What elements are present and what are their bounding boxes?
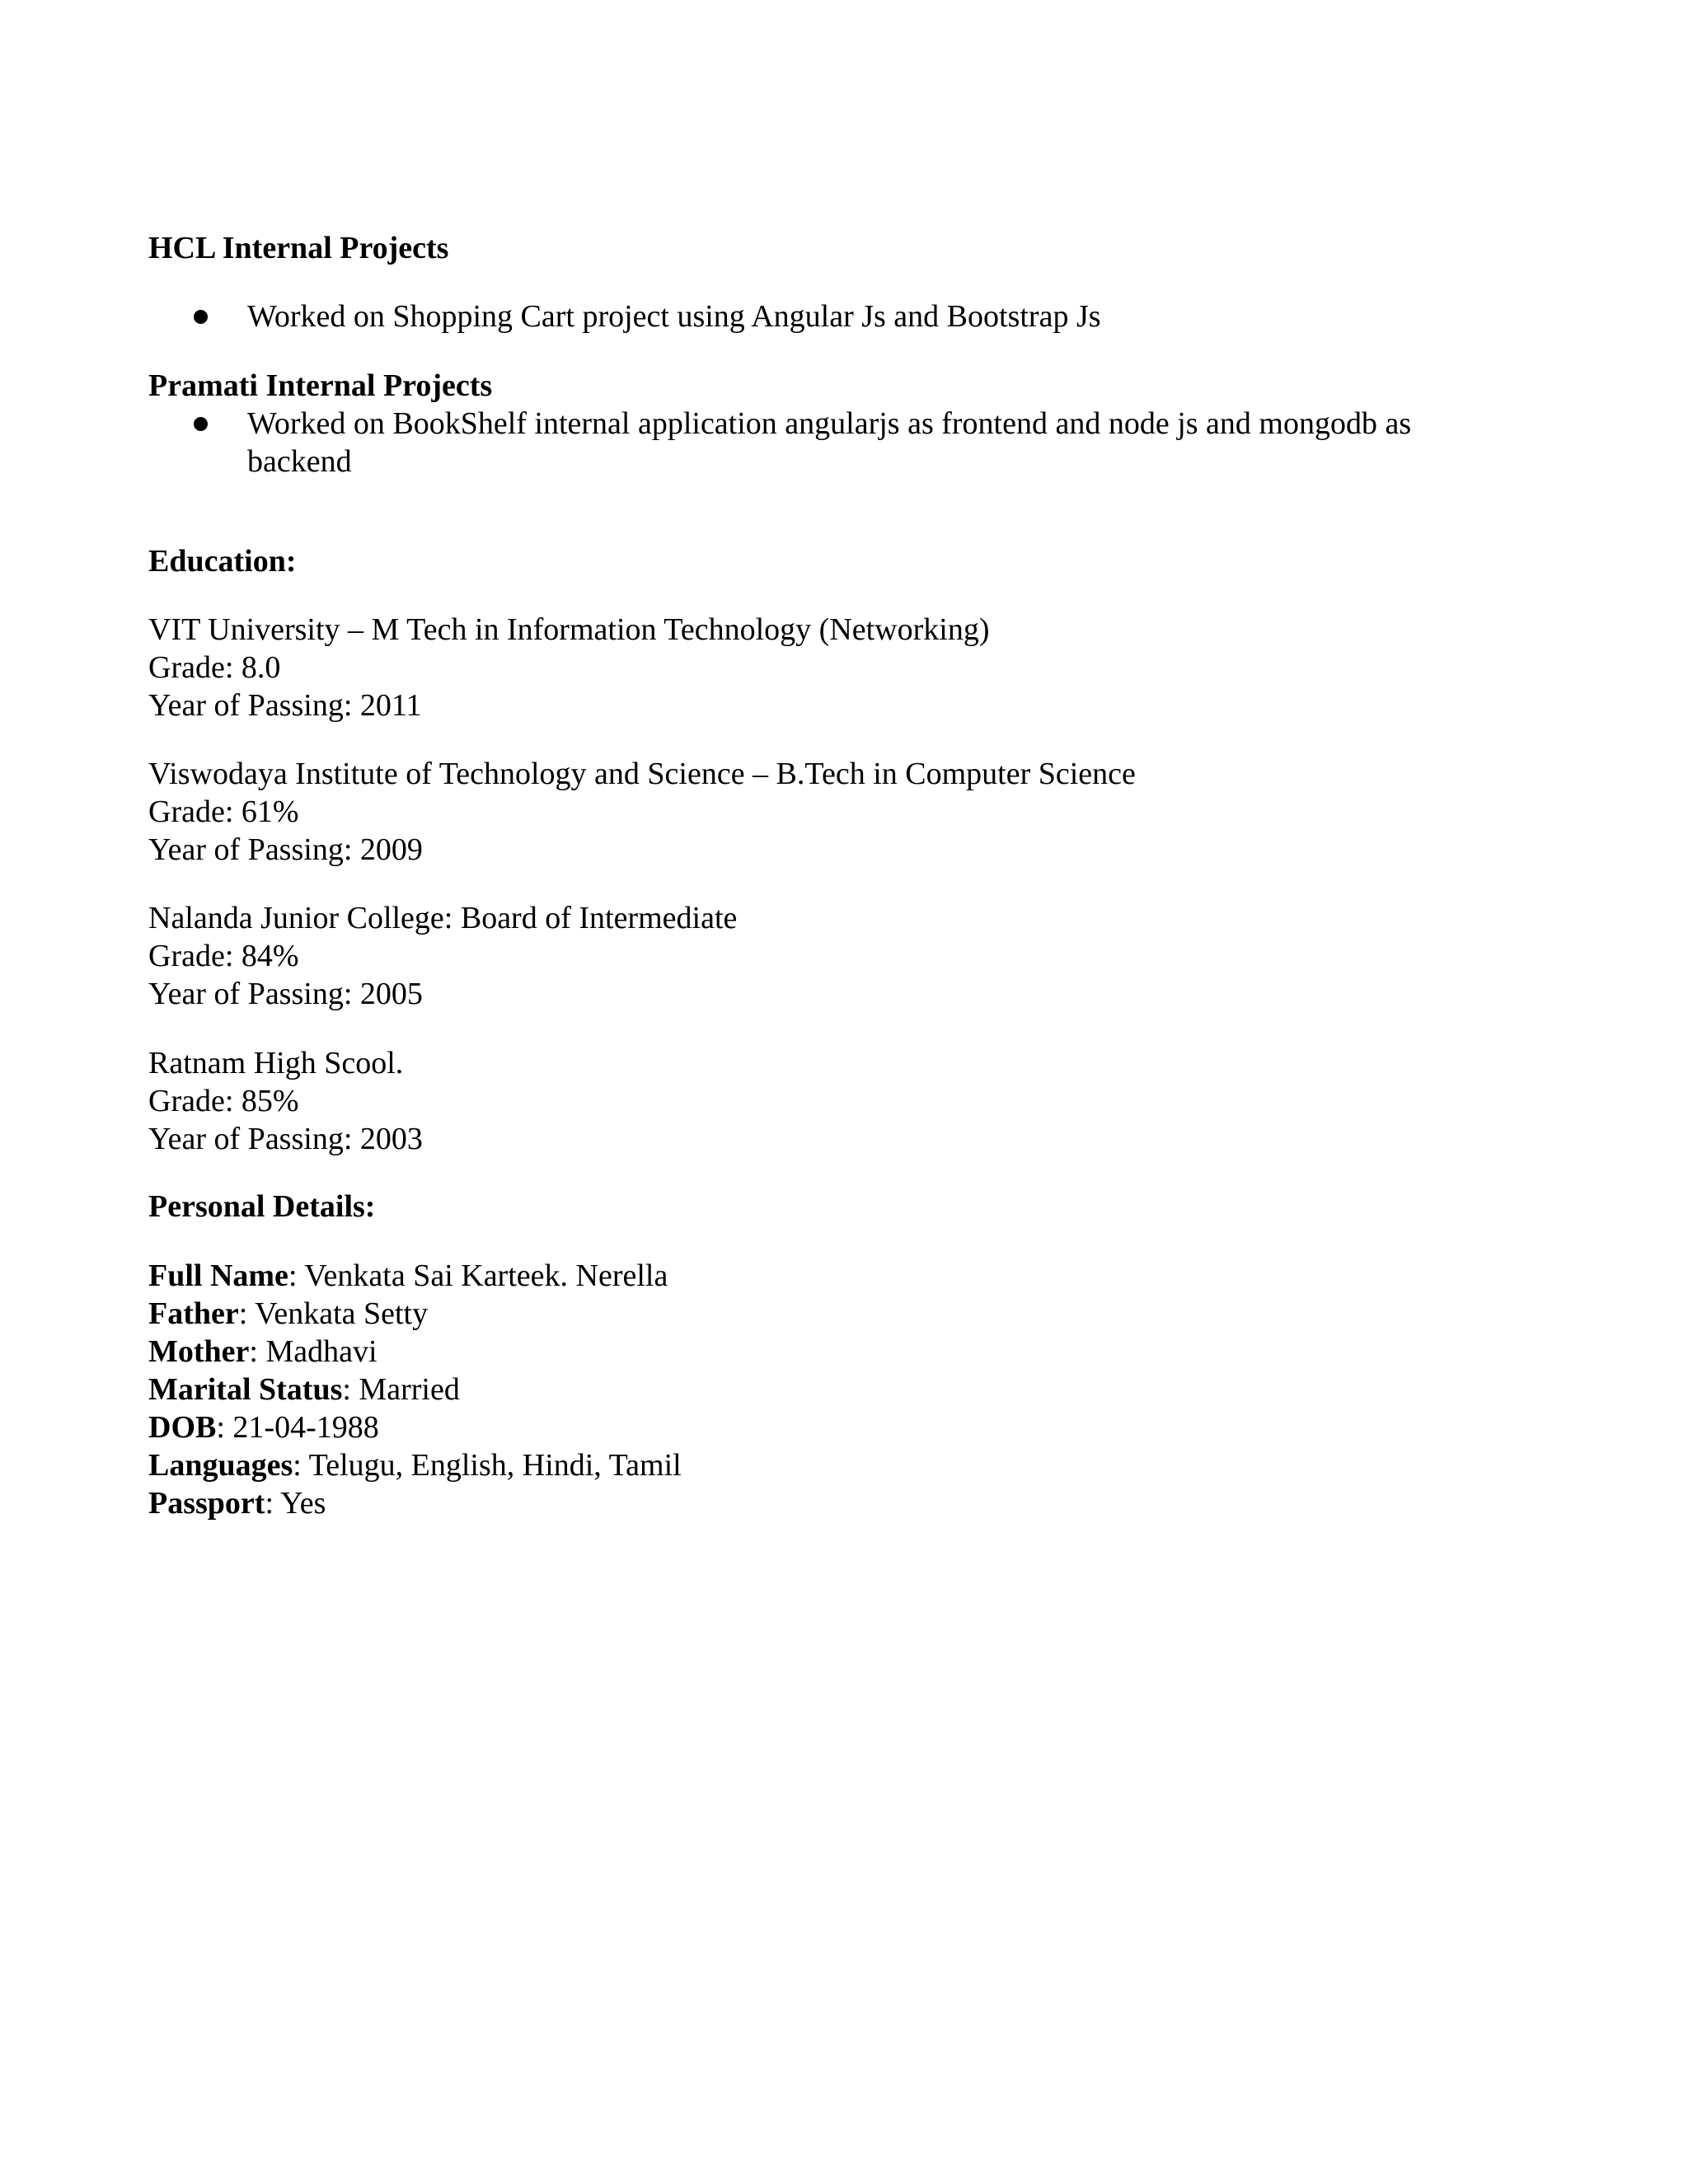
field-value: : Venkata Sai Karteek. Nerella xyxy=(288,1258,668,1293)
pramati-projects-heading: Pramati Internal Projects xyxy=(148,368,493,403)
personal-field-mother xyxy=(148,1333,1517,1371)
education-institution: Nalanda Junior College: Board of Intermediate xyxy=(148,901,738,935)
pramati-project-text: Worked on BookShelf internal application angularjs as frontend and node js and mongodb as backend xyxy=(247,406,1412,479)
education-entry xyxy=(148,611,1517,724)
personal-field-languages xyxy=(148,1446,1517,1484)
education-year: Year of Passing: 2003 xyxy=(148,1122,423,1156)
pramati-project-item xyxy=(194,405,1504,480)
field-label: Mother xyxy=(148,1334,250,1369)
personal-field-full-name xyxy=(148,1257,1517,1295)
personal-details-list xyxy=(148,1257,1517,1522)
personal-field-marital-status xyxy=(148,1371,1517,1408)
education-grade: Grade: 8.0 xyxy=(148,650,281,685)
education-institution: Viswodaya Institute of Technology and Science – B.Tech in Computer Science xyxy=(148,757,1136,791)
personal-field-father xyxy=(148,1295,1517,1333)
hcl-project-text: Worked on Shopping Cart project using Angular Js and Bootstrap Js xyxy=(247,299,1101,334)
field-label: DOB xyxy=(148,1410,217,1445)
field-value: : Married xyxy=(342,1372,460,1407)
education-institution: VIT University – M Tech in Information Technology (Networking) xyxy=(148,612,990,647)
education-entry xyxy=(148,899,1517,1013)
education-year: Year of Passing: 2009 xyxy=(148,832,423,867)
field-value: : Venkata Setty xyxy=(238,1296,429,1331)
education-grade: Grade: 84% xyxy=(148,939,299,973)
bullet-icon xyxy=(194,405,218,431)
personal-field-dob xyxy=(148,1408,1517,1446)
field-value: : Madhavi xyxy=(249,1334,377,1369)
field-value: : Yes xyxy=(265,1486,326,1521)
field-label: Languages xyxy=(148,1448,293,1483)
field-value: : 21-04-1988 xyxy=(216,1410,379,1445)
field-label: Full Name xyxy=(148,1258,288,1293)
field-value: : Telugu, English, Hindi, Tamil xyxy=(293,1448,682,1483)
education-heading: Education: xyxy=(148,544,297,579)
education-entry xyxy=(148,755,1517,869)
field-label: Passport xyxy=(148,1486,265,1521)
personal-details-heading: Personal Details: xyxy=(148,1189,376,1224)
education-grade: Grade: 61% xyxy=(148,794,299,829)
education-entry xyxy=(148,1044,1517,1158)
bullet-icon xyxy=(194,298,218,324)
education-year: Year of Passing: 2011 xyxy=(148,688,422,723)
field-label: Father xyxy=(148,1296,239,1331)
field-label: Marital Status xyxy=(148,1372,343,1407)
education-year: Year of Passing: 2005 xyxy=(148,977,423,1011)
hcl-projects-heading: HCL Internal Projects xyxy=(148,231,449,265)
education-grade: Grade: 85% xyxy=(148,1084,299,1118)
education-institution: Ratnam High Scool. xyxy=(148,1046,404,1080)
personal-field-passport xyxy=(148,1484,1517,1522)
hcl-project-item xyxy=(194,298,1512,335)
